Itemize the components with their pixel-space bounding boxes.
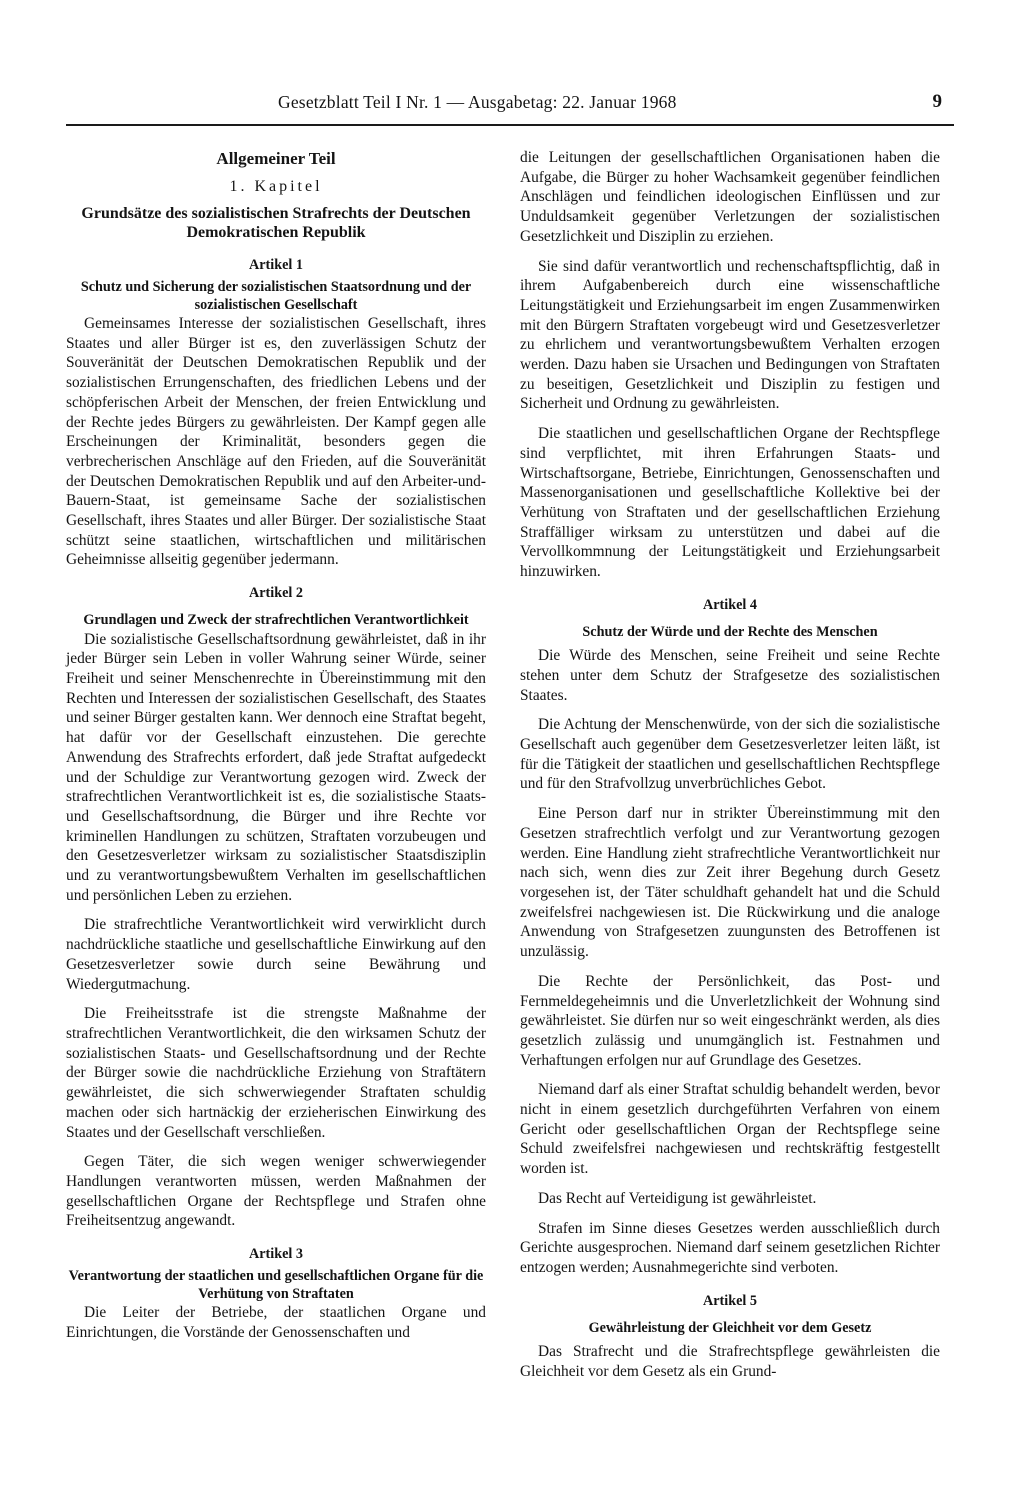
artikel-5-heading: Gewährleistung der Gleichheit vor dem Gesetz xyxy=(588,1319,872,1336)
artikel-2-paragraph-2: Die strafrechtliche Verantwortlichkeit wird verwirklicht durch nachdrückliche staatliche und gesellschaftliche Einwirkung auf den Gesetzesverletzer sowie durch seine Bewährung und Wiedergutmachung. xyxy=(66,916,486,993)
artikel-3-heading: Verantwortung der staatlichen und gesellschaftlichen Organe für die Verhütung von Straftaten xyxy=(68,1268,484,1302)
artikel-4-paragraph-6: Das Recht auf Verteidigung ist gewährleistet. xyxy=(538,1189,817,1207)
artikel-3-label: Artikel 3 xyxy=(249,1246,303,1263)
artikel-5-paragraph-1-start: Das Strafrecht und die Strafrechtspflege gewährleisten die Gleichheit vor dem Gesetz als ein Grund- xyxy=(520,1343,940,1380)
artikel-4-heading: Schutz der Würde und der Rechte des Menschen xyxy=(582,623,878,640)
artikel-4-label: Artikel 4 xyxy=(703,596,757,613)
right-column xyxy=(520,148,940,1382)
artikel-1-heading: Schutz und Sicherung der sozialistischen Staatsordnung und der sozialistischen Gesellschaft xyxy=(80,279,472,313)
part-title: Allgemeiner Teil xyxy=(216,149,336,168)
artikel-4-paragraph-2: Die Achtung der Menschenwürde, von der sich die sozialistische Gesellschaft auch gegenüber dem Gesetzesverletzer leiten läßt, ist für die Tätigkeit der staatlichen und gesellschaftlichen Rechtspflege und für den Strafvollzug unverbrüchliches Gebot. xyxy=(520,716,940,793)
artikel-2-paragraph-1: Die sozialistische Gesellschaftsordnung gewährleistet, daß in ihr jeder Bürger sein Leben in voller Wahrung seiner Würde, seiner Freiheit und seiner Menschenrechte in Übereinstimmung mit den Rechten und Interessen der sozialistischen Gesellschaft, des Staates und seiner Bürger gestalten kann. Wer dennoch eine Straftat begeht, hat dafür vor der Gesellschaft einzustehen. Die gerechte Anwendung des Strafrechts erfordert, daß jede Straftat aufgedeckt und der Schuldige zur Verantwortung gezogen wird. Zweck der strafrechtlichen Verantwortlichkeit ist es, die sozialistische Staats- und Gesellschaftsordnung, die Bürger und ihre Rechte vor kriminellen Handlungen zu schützen, Straftaten vorzubeugen und den Gesetzesverletzer wirksam zu sozialistischer Staatsdisziplin und zu verantwortungsbewußtem Verhalten im gesellschaftlichen und persönlichen Leben zu erziehen. xyxy=(66,630,486,904)
artikel-2-heading: Grundlagen und Zweck der strafrechtlichen Verantwortlichkeit xyxy=(83,612,469,629)
artikel-4-paragraph-5: Niemand darf als einer Straftat schuldig behandelt werden, bevor nicht in einem gesetzlich durchgeführten Verfahren von einem Gericht oder gesellschaftlichen Organ der Rechtspflege seine Schuld zweifelsfrei nachgewiesen und rechtskräftig festgestellt worden ist. xyxy=(520,1081,940,1178)
artikel-4-paragraph-7: Strafen im Sinne dieses Gesetzes werden ausschließlich durch Gerichte ausgesprochen. Niemand darf seinem gesetzlichen Richter entzogen werden; Ausnahmegerichte sind verboten. xyxy=(520,1219,940,1276)
left-column xyxy=(66,148,486,1342)
artikel-5-label: Artikel 5 xyxy=(703,1292,757,1309)
artikel-2-paragraph-3: Die Freiheitsstrafe ist die strengste Maßnahme der strafrechtlichen Verantwortlichkeit, die den wirksamen Schutz der sozialistischen Staats- und Gesellschaftsordnung und der Rechte der Bürger sowie die nachdrückliche Erziehung von Straftätern gewährleistet, die sich schwerwiegender Straftaten schuldig machen oder sich hartnäckig der erzieherischen Einwirkung des Staates und der Gesellschaft verschließen. xyxy=(66,1005,486,1141)
header-title: Gesetzblatt Teil I Nr. 1 — Ausgabetag: 22. Januar 1968 xyxy=(278,92,677,112)
artikel-4-paragraph-1: Die Würde des Menschen, seine Freiheit und seine Rechte stehen unter dem Schutz der Strafgesetze des sozialistischen Staates. xyxy=(520,647,940,704)
artikel-1-paragraph-1: Gemeinsames Interesse der sozialistischen Gesellschaft, ihres Staates und aller Bürger ist es, den zuverlässigen Schutz der Souveränität der Deutschen Demokratischen Republik und der sozialistischen Errungenschaften, des friedlichen Lebens und der schöpferischen Arbeit der Menschen, der freien Entwicklung und der Rechte jedes Bürgers zu gewährleisten. Der Kampf gegen alle Erscheinungen der Kriminalität, besonders gegen die verbrecherischen Anschläge auf den Frieden, auf die Souveränität der Deutschen Demokratischen Republik und auf den Arbeiter-und-Bauern-Staat, ist gemeinsame Sache der sozialistischen Gesellschaft, ihres Staates und aller Bürger. Der sozialistische Staat schützt seine staatlichen, wirtschaftlichen und militärischen Geheimnisse allseitig gegenüber jedermann. xyxy=(66,315,486,569)
artikel-2-paragraph-4: Gegen Täter, die sich wegen weniger schwerwiegender Handlungen verantworten müssen, werden Maßnahmen der gesellschaftlichen Organe der Rechtspflege und Strafen ohne Freiheitsentzug angewandt. xyxy=(66,1153,486,1230)
artikel-1-label: Artikel 1 xyxy=(249,257,303,273)
artikel-3-paragraph-1-start: Die Leiter der Betriebe, der staatlichen Organe und Einrichtungen, die Vorstände der Genossenschaften und xyxy=(66,1304,486,1341)
artikel-3-paragraph-3: Die staatlichen und gesellschaftlichen Organe der Rechtspflege sind verpflichtet, mit ihren Erfahrungen Staats- und Wirtschaftsorgane, Betriebe, Einrichtungen, Genossenschaften und Massenorganisationen und gesellschaftliche Kollektive bei der Verhütung von Straftaten und der gesellschaftlichen Erziehung Straffälliger wirksam zu unterstützen und dabei auf die Vervollkommnung der Leitungstätigkeit und Erziehungsarbeit hinzuwirken. xyxy=(520,425,940,581)
artikel-4-paragraph-4: Die Rechte der Persönlichkeit, das Post- und Fernmeldegeheimnis und die Unverletzlichkeit der Wohnung sind gewährleistet. Sie dürfen nur so weit eingeschränkt werden, als dies gesetzlich zulässig und unumgänglich ist. Festnahmen und Verhaftungen erfolgen nur auf Grundlage des Gesetzes. xyxy=(520,972,940,1069)
chapter-subtitle: Grundsätze des sozialistischen Strafrechts der Deutschen Demokratischen Republik xyxy=(81,205,471,241)
page-number: 9 xyxy=(932,91,942,112)
artikel-3-paragraph-2: Sie sind dafür verantwortlich und rechenschaftspflichtig, daß in ihrem Aufgabenbereich durch eine wissenschaftliche Leitungstätigkeit und Erziehungsarbeit im engen Zusammenwirken mit den Bürgern Straftaten vorgebeugt wird und Gesetzesverletzer zu ehrlichem und verantwortungsbewußtem Verhalten erzogen werden. Dazu haben sie Ursachen und Bedingungen von Straftaten zu beseitigen, Gesetzlichkeit und Disziplin zu festigen und Sicherheit und Ordnung zu gewährleisten. xyxy=(520,257,940,413)
artikel-2-label: Artikel 2 xyxy=(249,585,303,602)
chapter-title: 1. Kapitel xyxy=(229,178,323,195)
page-header xyxy=(66,86,954,126)
artikel-3-paragraph-1-end: die Leitungen der gesellschaftlichen Organisationen haben die Aufgabe, die Bürger zu hoher Wachsamkeit gegenüber feindlichen Anschlägen und feindlichen ideologischen Einflüssen und zur Unduldsamkeit gegenüber Verletzungen der sozialistischen Gesetzlichkeit und Disziplin zu erziehen. xyxy=(520,149,940,245)
artikel-4-paragraph-3: Eine Person darf nur in strikter Übereinstimmung mit den Gesetzen strafrechtlich verfolgt und zur Verantwortung gezogen werden. Eine Handlung zieht strafrechtliche Verantwortlichkeit nur nach sich, wenn dies zur Zeit ihrer Begehung durch Gesetz vorgesehen ist, der Täter schuldhaft gehandelt hat und die Schuld zweifelsfrei nachgewiesen ist. Die Rückwirkung und die analoge Anwendung von Strafgesetzen zuungunsten des Betroffenen ist unzulässig. xyxy=(520,805,940,961)
